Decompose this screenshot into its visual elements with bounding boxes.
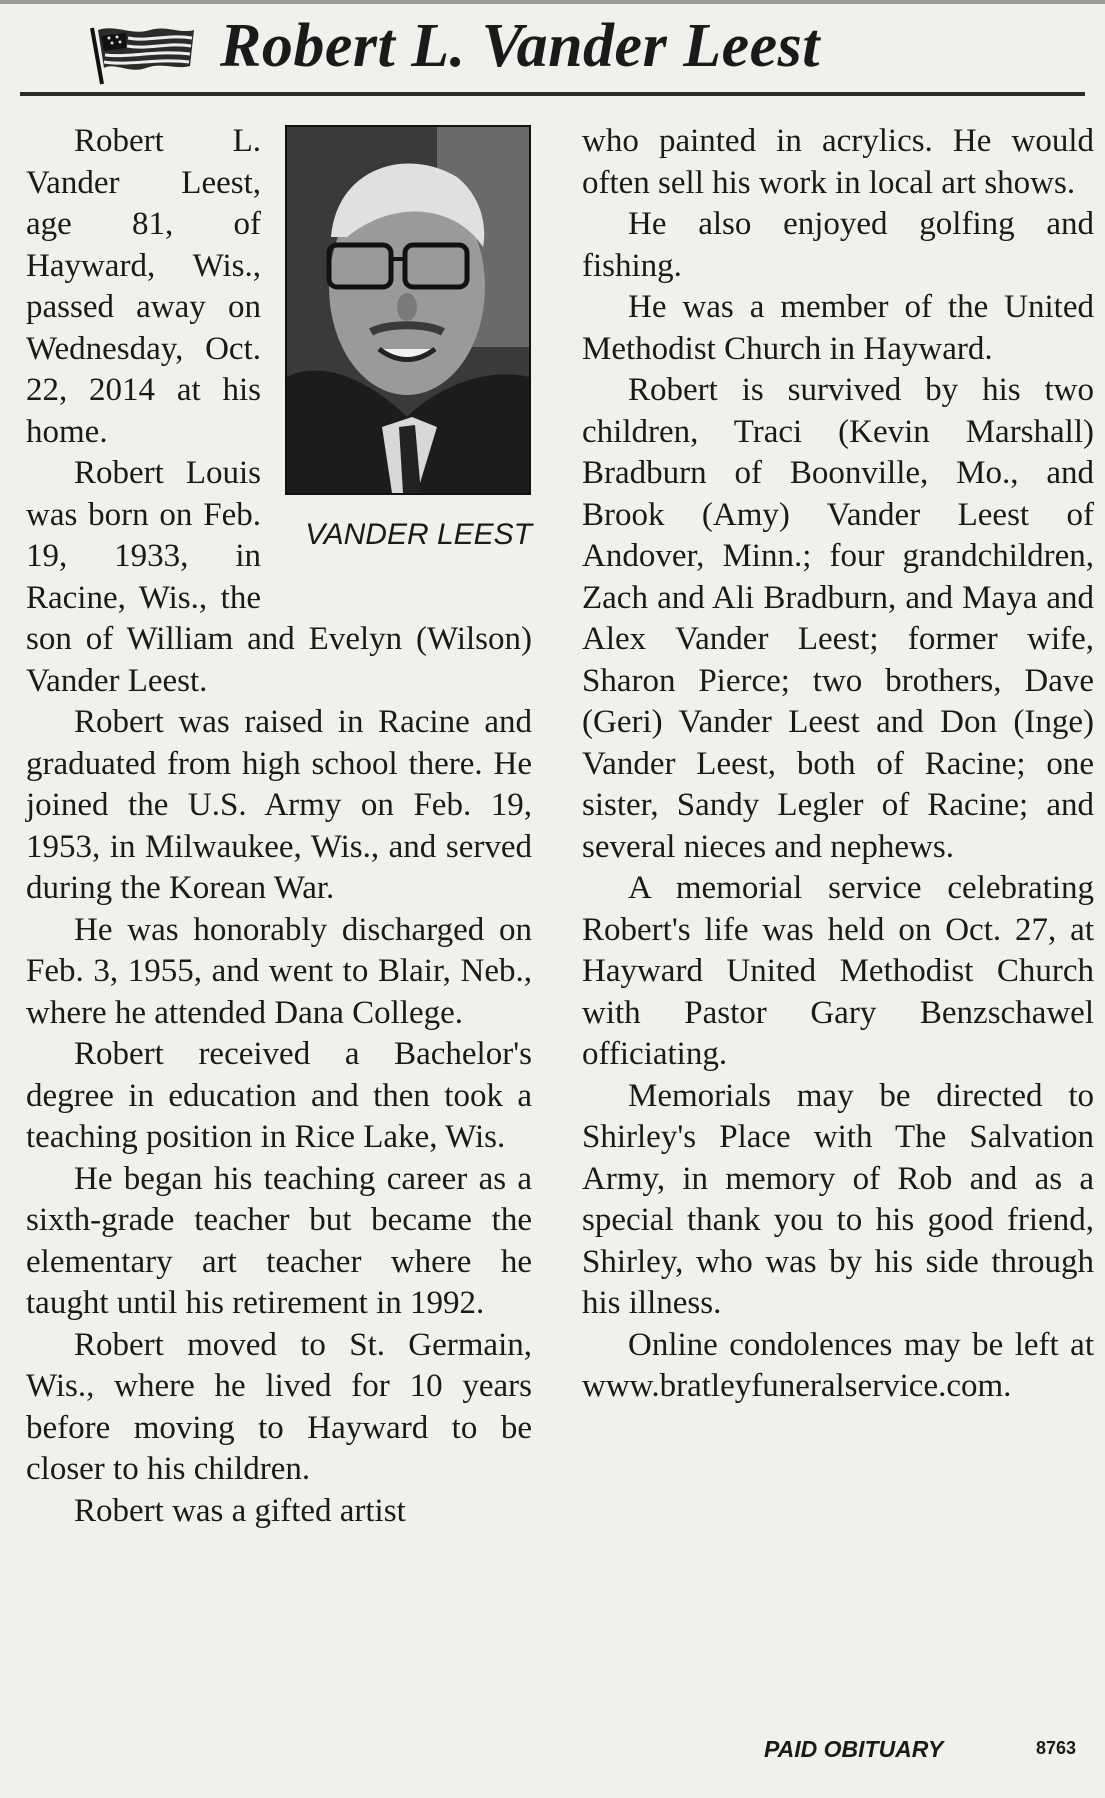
ad-code: 8763 — [1036, 1738, 1077, 1758]
paragraph: Robert Louis was born on Feb. 19, 1933, in Racine, Wis., the son of William and Evelyn (Wilson) Vander Leest. — [26, 455, 532, 699]
left-column — [26, 121, 532, 1532]
paragraph: A memorial service celebrating Robert's life was held on Oct. 27, at Hayward United Methodist Church with Pastor Gary Benzschawel officiating. — [582, 870, 1094, 1072]
paragraph: who painted in acrylics. He would often sell his work in local art shows. — [582, 123, 1094, 201]
paragraph: Robert was a gifted artist — [74, 1492, 406, 1529]
portrait-photo — [285, 125, 531, 495]
obituary-header — [20, 6, 1080, 86]
header-divider — [20, 92, 1085, 96]
paragraph: He was honorably discharged on Feb. 3, 1955, and went to Blair, Neb., where he attended Dana College. — [26, 911, 532, 1031]
paragraph: Robert was raised in Racine and graduated from high school there. He joined the U.S. Army on Feb. 19, 1953, in Milwaukee, Wis., and served during the Korean War. — [26, 704, 532, 906]
paragraph: Robert is survived by his two children, Traci (Kevin Marshall) Bradburn of Boonville, Mo., and Brook (Amy) Vander Leest of Andover, Minn.; four grandchildren, Zach and Ali Bradburn, and Maya and Alex Vander Leest; former wife, Sharon Pierce; two brothers, Dave (Geri) Vander Leest and Don (Inge) Vander Leest, both of Racine; one sister, Sandy Legler of Racine; and several nieces and nephews. — [582, 372, 1094, 865]
paragraph: Robert moved to St. Germain, Wis., where he lived for 10 years before moving to Hayward to be closer to his children. — [26, 1326, 532, 1487]
paragraph: Online condolences may be left at www.bratleyfuneralservice.com. — [582, 1326, 1094, 1404]
paragraph: Memorials may be directed to Shirley's Place with The Salvation Army, in memory of Rob and as a special thank you to his good friend, Shirley, who was by his side through his illness. — [582, 1077, 1094, 1321]
paragraph: He also enjoyed golfing and fishing. — [582, 206, 1094, 284]
paid-obituary-label: PAID OBITUARY — [764, 1736, 944, 1762]
paragraph: Robert received a Bachelor's degree in education and then took a teaching position in Rice Lake, Wis. — [26, 1036, 532, 1155]
american-flag-icon — [88, 22, 198, 86]
paragraph: He was a member of the United Methodist Church in Hayward. — [582, 289, 1094, 367]
portrait-image — [287, 127, 529, 493]
photo-caption: VANDER LEEST — [305, 518, 532, 551]
top-rule — [0, 0, 1105, 4]
obituary-title: Robert L. Vander Leest — [220, 12, 820, 80]
paragraph: Robert L. Vander Leest, age 81, of Hayward, Wis., passed away on Wednesday, Oct. 22, 2014 at his home. — [26, 123, 261, 450]
portrait-figure — [279, 125, 532, 585]
paragraph: He began his teaching career as a sixth-grade teacher but became the elementary art teacher where he taught until his retirement in 1992. — [26, 1160, 532, 1321]
right-column — [582, 121, 1094, 1408]
